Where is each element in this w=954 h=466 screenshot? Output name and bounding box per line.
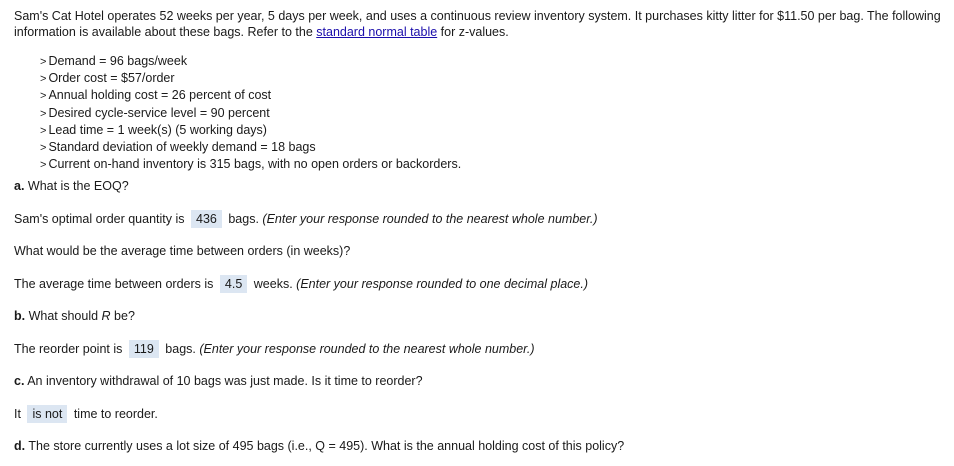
arrow-icon: > xyxy=(40,124,47,137)
part-a-question xyxy=(14,178,129,194)
answer-hint: (Enter your response rounded to one decimal place.) xyxy=(296,277,589,291)
answer-prefix: It xyxy=(14,407,21,421)
answer-prefix: The average time between orders is xyxy=(14,277,214,291)
standard-normal-table-link[interactable]: standard normal table xyxy=(316,25,438,39)
list-item xyxy=(40,105,461,122)
part-label: a. xyxy=(14,179,25,193)
arrow-icon: > xyxy=(40,107,47,120)
part-b-answer xyxy=(14,341,535,357)
fact-text: Standard deviation of weekly demand = 18 bags xyxy=(48,140,316,155)
answer-hint: (Enter your response rounded to the nearest whole number.) xyxy=(199,342,535,356)
facts-list xyxy=(40,53,461,173)
reorder-decision-field[interactable]: is not xyxy=(27,405,67,423)
question-text: What is the EOQ? xyxy=(24,179,129,193)
part-a-question-2 xyxy=(14,243,350,259)
question-text-end: be? xyxy=(110,309,135,323)
intro-text-end: for z-values. xyxy=(437,25,509,39)
part-a-answer-1 xyxy=(14,211,598,227)
question-text: An inventory withdrawal of 10 bags was just made. Is it time to reorder? xyxy=(24,374,423,388)
variable-r: R xyxy=(101,309,111,323)
list-item xyxy=(40,122,461,139)
list-item xyxy=(40,53,461,70)
reorder-point-field[interactable]: 119 xyxy=(129,340,159,358)
arrow-icon: > xyxy=(40,56,47,68)
list-item xyxy=(40,70,461,87)
part-c-answer xyxy=(14,406,158,422)
part-c-question xyxy=(14,373,423,389)
answer-prefix: Sam's optimal order quantity is xyxy=(14,212,185,226)
fact-text: Desired cycle-service level = 90 percent xyxy=(48,105,270,120)
part-b-question xyxy=(14,308,135,324)
arrow-icon: > xyxy=(40,142,47,155)
fact-text: Order cost = $57/order xyxy=(48,71,175,86)
problem-intro xyxy=(14,8,944,40)
part-a-answer-2 xyxy=(14,276,588,292)
time-between-orders-field[interactable]: 4.5 xyxy=(220,275,247,293)
fact-text: Demand = 96 bags/week xyxy=(48,54,188,68)
fact-text: Lead time = 1 week(s) (5 working days) xyxy=(48,122,267,137)
question-text: What would be the average time between orders (in weeks)? xyxy=(14,244,351,258)
answer-suffix: time to reorder. xyxy=(73,407,158,421)
part-label: b. xyxy=(14,309,26,323)
answer-suffix: bags. xyxy=(228,212,259,226)
answer-prefix: The reorder point is xyxy=(14,342,123,356)
part-label: c. xyxy=(14,374,25,388)
question-text: What should xyxy=(25,309,102,323)
part-label: d. xyxy=(14,439,26,453)
list-item xyxy=(40,156,461,173)
list-item xyxy=(40,139,461,156)
fact-text: Annual holding cost = 26 percent of cost xyxy=(48,88,272,103)
answer-suffix: weeks. xyxy=(253,277,293,291)
part-d-question xyxy=(14,438,624,454)
intro-text: Sam's Cat Hotel operates 52 weeks per year, 5 days per week, and uses a continuous review inventory system. It purchases kitty litter for $11.50 per bag. The following information is available about these bags. Refer to the xyxy=(14,9,941,39)
answer-hint: (Enter your response rounded to the nearest whole number.) xyxy=(262,212,598,226)
eoq-answer-field[interactable]: 436 xyxy=(191,210,222,228)
arrow-icon: > xyxy=(40,90,47,103)
arrow-icon: > xyxy=(40,159,47,172)
question-text: The store currently uses a lot size of 495 bags (i.e., Q = 495). What is the annual holding cost of this policy? xyxy=(25,439,625,453)
fact-text: Current on-hand inventory is 315 bags, with no open orders or backorders. xyxy=(48,157,462,172)
list-item xyxy=(40,87,461,104)
answer-suffix: bags. xyxy=(165,342,196,356)
arrow-icon: > xyxy=(40,73,47,86)
